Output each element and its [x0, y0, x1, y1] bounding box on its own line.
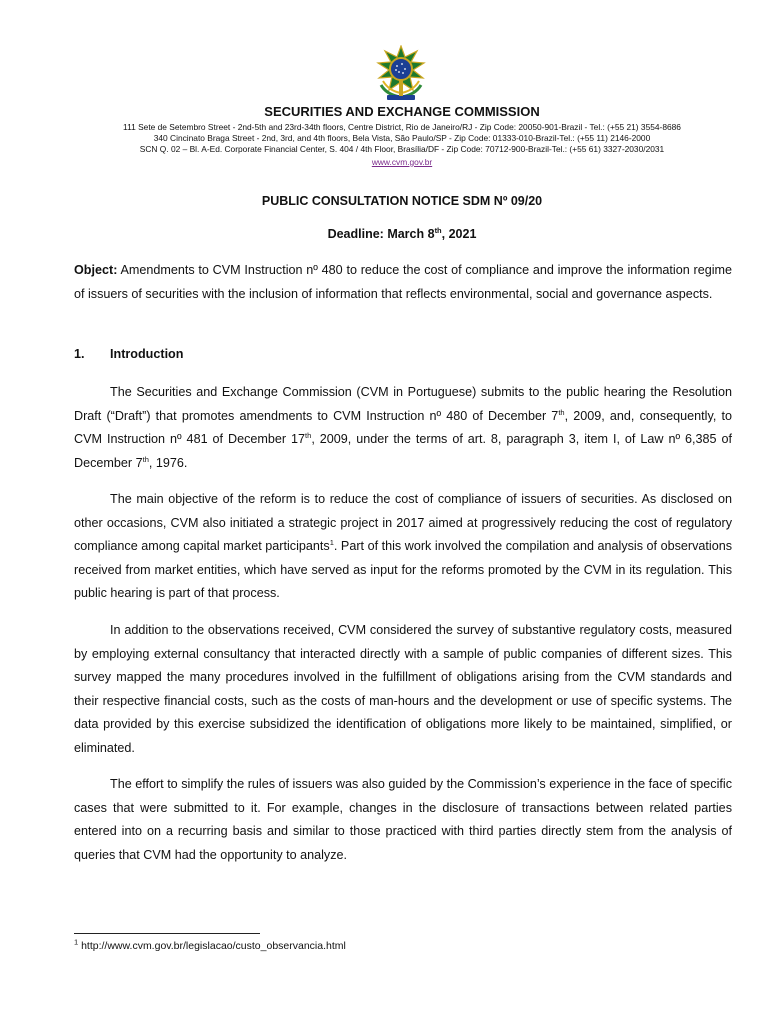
- p1-text-d: , 1976.: [148, 455, 188, 470]
- brazil-coat-of-arms-seal: [373, 45, 429, 103]
- address-brasilia: SCN Q. 02 – Bl. A-Ed. Corporate Financial Center, S. 404 / 4th Floor, Brasília/DF - Zip Code: 70712-900-Brazil-Tel.: (+55 61) 3327-2030/2031: [139, 144, 665, 154]
- object-text: Amendments to CVM Instruction nº 480 to reduce the cost of compliance and improve the information regime of issuers of securities with the inclusion of information that reflects environmental, social and governance aspects.: [74, 263, 732, 301]
- section-title: Introduction: [110, 347, 184, 361]
- footnote-divider: [74, 933, 260, 934]
- section-number: 1.: [74, 347, 85, 361]
- commission-name: SECURITIES AND EXCHANGE COMMISSION: [264, 104, 540, 119]
- paragraph-4: The effort to simplify the rules of issuers was also guided by the Commission’s experience in the face of specific cases that were submitted to it. For example, changes in the disclosure of transactions between related parties entered into on a recurring basis and similar to those practiced with third parties directly stem from the analysis of queries that CVM had the opportunity to analyze.: [74, 777, 732, 862]
- deadline-prefix: Deadline: March 8: [327, 227, 435, 241]
- section-heading-introduction: [74, 347, 183, 361]
- footnote-1: [74, 937, 346, 952]
- p1-text-b: , 2009, and, consequently, to CVM Instruction nº 481 of December 17: [74, 408, 732, 447]
- footnote-url[interactable]: http://www.cvm.gov.br/legislacao/custo_observancia.html: [78, 940, 346, 952]
- deadline-sup: th: [434, 225, 442, 235]
- p2-text-a: The main objective of the reform is to reduce the cost of compliance of issuers of securities. As disclosed on other occasions, CVM also initiated a strategic project in 2017 aimed at progressively reducing the cost of regulatory compliance among capital market participants: [74, 492, 732, 554]
- object-label: Object:: [74, 263, 118, 277]
- paragraph-1: [74, 381, 732, 475]
- p2-text-b: . Part of this work involved the compilation and analysis of observations received from market entities, which have served as input for the reforms promoted by the CVM in its regulation. This public hearing is part of that process.: [74, 539, 733, 601]
- p1-sup-c: th: [142, 454, 149, 464]
- object-paragraph: [74, 259, 732, 306]
- footnote-mark: 1: [74, 937, 79, 947]
- deadline: [0, 227, 770, 241]
- deadline-suffix: , 2021: [441, 227, 477, 241]
- paragraph-2: [74, 488, 732, 606]
- address-rio: 111 Sete de Setembro Street - 2nd-5th and 23rd-34th floors, Centre District, Rio de Janeiro/RJ - Zip Code: 20050-901-Brazil - Tel.: (+55 21) 3554-8686: [123, 122, 681, 132]
- notice-title: PUBLIC CONSULTATION NOTICE SDM Nº 09/20: [261, 194, 543, 208]
- footnote-ref-1[interactable]: 1: [329, 538, 334, 547]
- p1-text-c: , 2009, under the terms of art. 8, paragraph 3, item I, of Law nº 6,385 of December 7: [74, 432, 732, 470]
- address-sao-paulo: 340 Cincinato Braga Street - 2nd, 3rd, and 4th floors, Bela Vista, São Paulo/SP - Zip Code: 01333-010-Brazil-Tel.: (+55 11) 2146-2000: [153, 133, 651, 143]
- website-link[interactable]: www.cvm.gov.br: [371, 157, 433, 167]
- paragraph-3: In addition to the observations received, CVM considered the survey of substantive regulatory costs, measured by employing external consultancy that interacted directly with a sample of public companies of different sizes. This survey mapped the many procedures involved in the fulfillment of obligations arising from the CVM standards and their respective financial costs, such as the costs of man-hours and the development or use of specific systems. The data provided by this exercise subsidized the identification of obligations more likely to be maintained, simplified, or eliminated.: [74, 623, 732, 755]
- p1-sup-b: th: [305, 431, 312, 440]
- p1-text-a: The Securities and Exchange Commission (CVM in Portuguese) submits to the public hearing the Resolution Draft (“Draft”) that promotes amendments to CVM Instruction nº 480 of December 7: [74, 385, 732, 423]
- p1-sup-a: th: [558, 407, 565, 417]
